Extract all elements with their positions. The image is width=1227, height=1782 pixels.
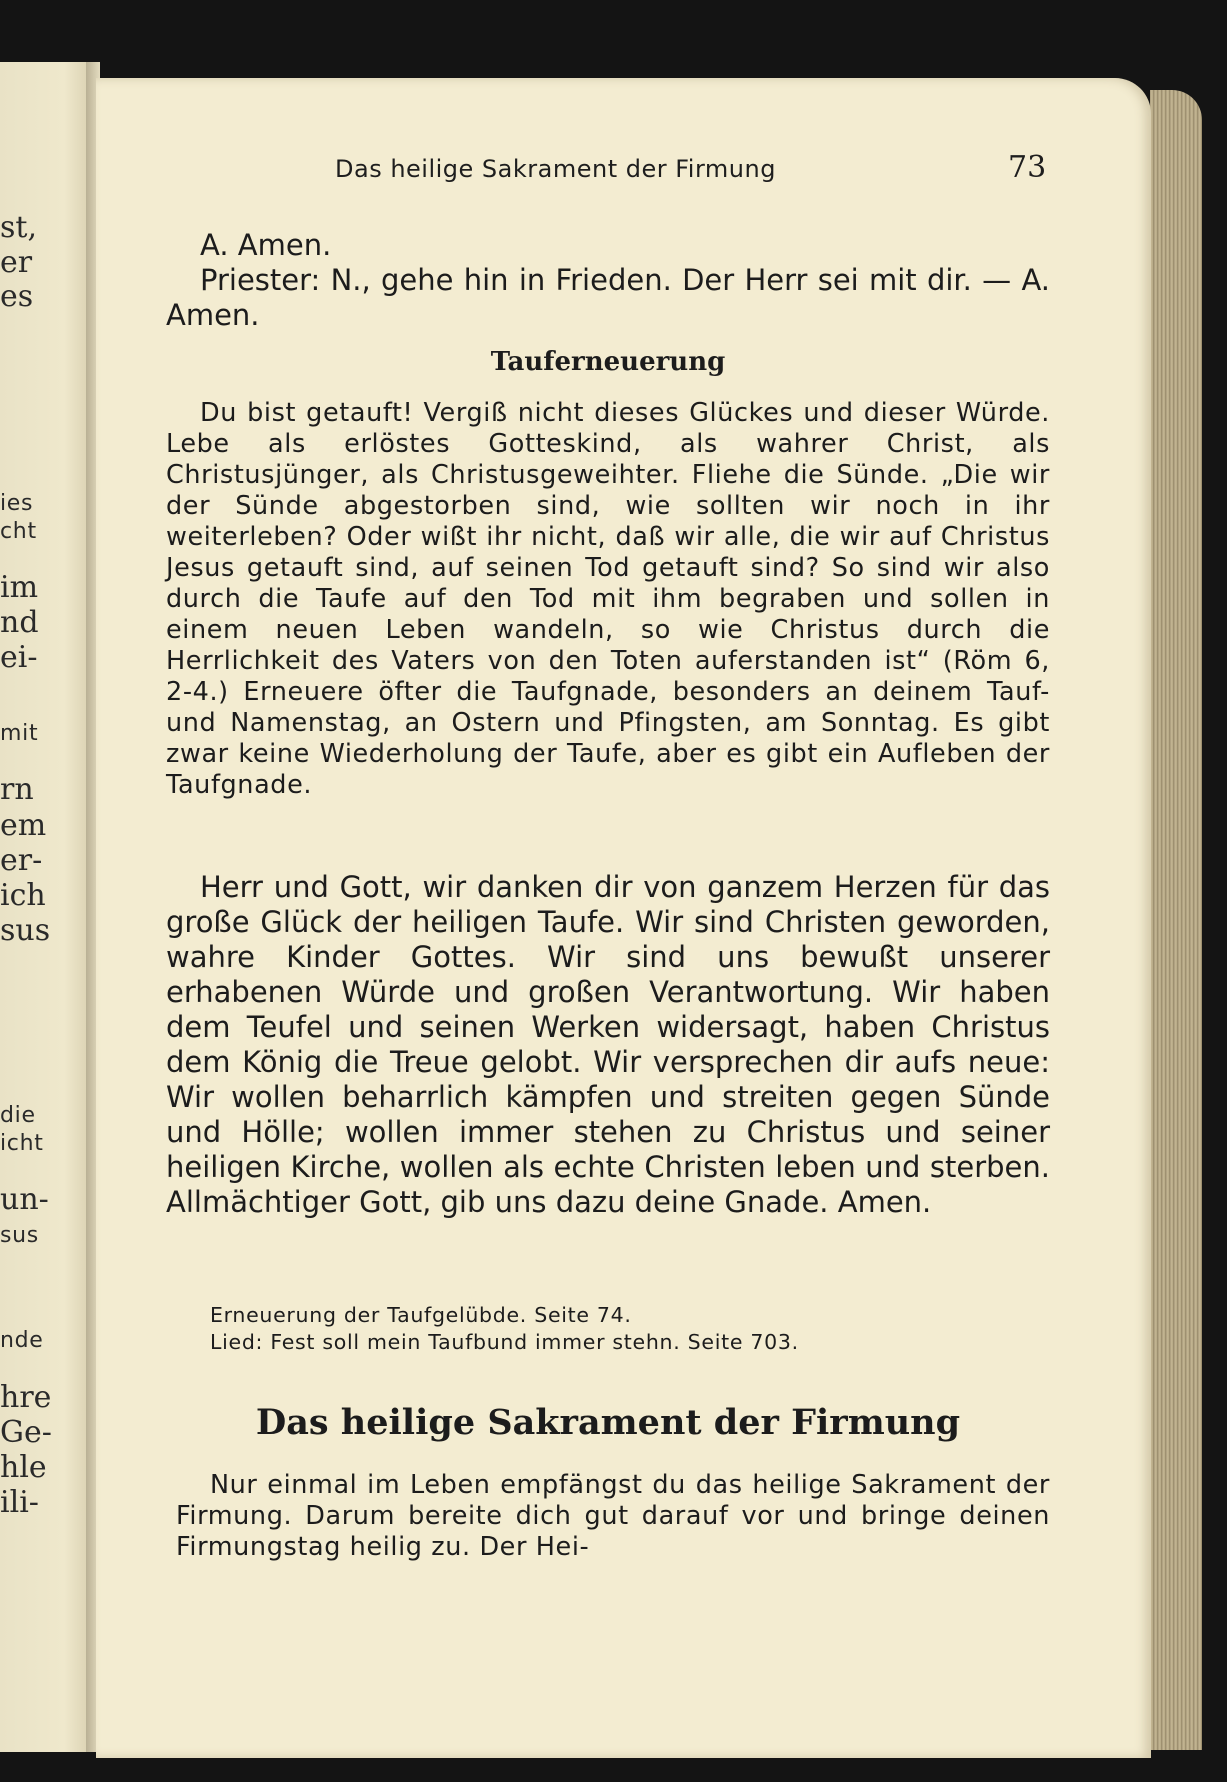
left-page-line: es — [0, 279, 34, 314]
section-heading: Das heilige Sakrament der Firmung — [255, 1402, 961, 1443]
left-page-line: em — [0, 808, 47, 843]
left-page-line: die — [0, 1103, 36, 1128]
left-page-line: sus — [0, 913, 51, 948]
left-page-line: ei- — [0, 640, 38, 675]
left-page-line: im — [0, 570, 39, 605]
left-page-fragment — [0, 62, 92, 1752]
left-page-line: er- — [0, 843, 43, 878]
paragraph-tauferneuerung: Du bist getauft! Vergiß nicht dieses Glückes und dieser Würde. Lebe als erlöstes Gotteskind, als wahrer Christ, als Christusjünger, als Christusgeweihter. Fliehe die Sünde. „Die wir der Sünde abgestorben sind, wie sollten wir noch in ihr weiterleben? Oder wißt ihr nicht, daß wir alle, die wir auf Christus Jesus getauft sind, auf seinen Tod getauft sind? So sind wir also durch die Taufe auf den Tod mit ihm begraben und sollen in einem neuen Leben wandeln, so wie Christus durch die Herrlichkeit des Vaters von den Toten auferstanden ist“ (Röm 6, 2-4.) Erneuere öfter die Taufgnade, besonders an deinem Tauf- und Namenstag, an Ostern und Pfingsten, am Sonntag. Es gibt zwar keine Wiederholung der Taufe, aber es gibt ein Aufleben der Taufgnade. — [166, 398, 1050, 800]
left-page-line: er — [0, 245, 33, 280]
priest-blessing: Priester: N., gehe hin in Frieden. Der Herr sei mit dir. — A. Amen. — [166, 263, 1050, 332]
left-page-line: mit — [0, 721, 39, 746]
response-amen: A. Amen. — [200, 228, 332, 262]
left-page-line: ich — [0, 878, 46, 913]
left-page-line: st, — [0, 210, 37, 245]
left-page-line: nde — [0, 1328, 44, 1353]
left-page-line: sus — [0, 1223, 39, 1248]
left-page-line: hre — [0, 1380, 52, 1415]
left-page-line: hle — [0, 1450, 47, 1485]
left-page-line: nd — [0, 605, 39, 640]
page-edges — [1150, 90, 1202, 1750]
left-page-line: rn — [0, 772, 34, 807]
left-page-line: ili- — [0, 1485, 39, 1520]
left-page-line: Ge- — [0, 1415, 52, 1450]
section-subheading: Tauferneuerung — [490, 347, 726, 377]
left-page-line: un- — [0, 1182, 49, 1217]
reference-line: Lied: Fest soll mein Taufbund immer stehn. Seite 703. — [210, 1330, 799, 1354]
left-page-line: ies — [0, 491, 34, 516]
prayer-paragraph: Herr und Gott, wir danken dir von ganzem Herzen für das große Glück der heiligen Taufe. Wir sind Christen geworden, wahre Kinder Gottes. Wir sind uns bewußt unserer erhabenen Würde und großen Verantwortung. Wir haben dem Teufel und seinen Werken widersagt, haben Christus dem König die Treue gelobt. Wir versprechen dir aufs neue: Wir wollen beharrlich kämpfen und streiten gegen Sünde und Hölle; wollen immer stehen zu Christus und seiner heiligen Kirche, wollen als echte Christen leben und sterben. Allmächtiger Gott, gib uns dazu deine Gnade. Amen. — [166, 870, 1050, 1219]
reference-line: Erneuerung der Taufgelübde. Seite 74. — [210, 1303, 632, 1327]
running-header: Das heilige Sakrament der Firmung — [335, 155, 776, 183]
page-number: 73 — [1008, 150, 1047, 185]
section-intro: Nur einmal im Leben empfängst du das heilige Sakrament der Firmung. Darum bereite dich gut darauf vor und bringe deinen Firmungstag heilig zu. Der Hei- — [176, 1470, 1050, 1562]
left-page-line: cht — [0, 519, 37, 544]
left-page-line: icht — [0, 1131, 44, 1156]
